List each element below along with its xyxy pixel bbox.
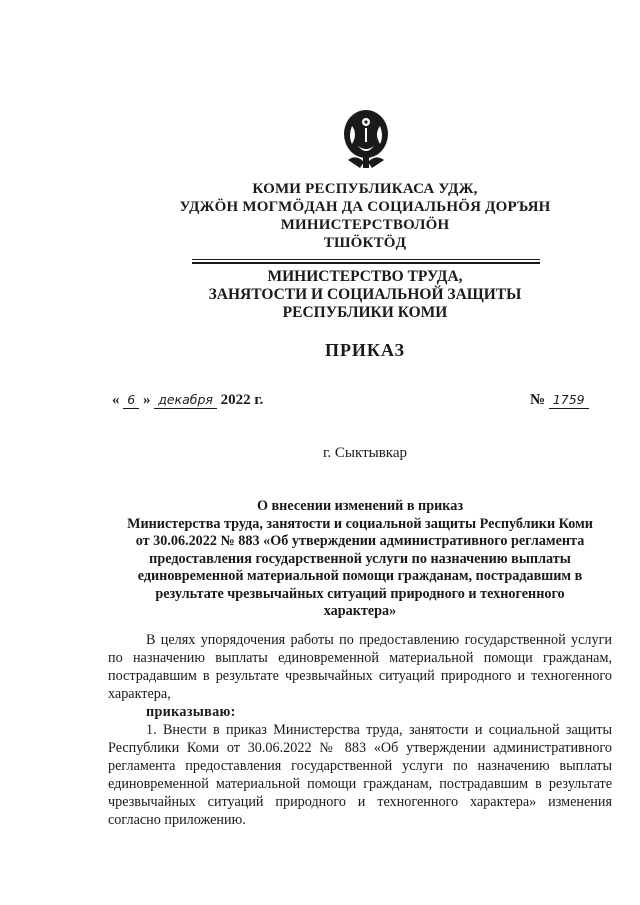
document-type: ПРИКАЗ	[324, 340, 406, 360]
preamble-paragraph: В целях упорядочения работы по предоставлению государственной услуги по назначению выплаты единовременной материальной помощи гражданам, пострадавшим в результате чрезвычайных ситуаций природного и техногенного характера,	[108, 632, 612, 702]
header-komi-line: МИНИСТЕРСТВОЛӦН	[280, 217, 450, 233]
order-number	[530, 392, 589, 409]
title-line: О внесении изменений в приказ	[256, 498, 464, 514]
date-close-quote: »	[142, 392, 151, 408]
title-line: Министерства труда, занятости и социальной защиты Республики Коми	[127, 515, 593, 532]
title-line: предоставления государственной услуги по назначению выплаты	[149, 550, 571, 567]
title-line: единовременной материальной помощи гражданам, пострадавшим в	[137, 568, 583, 584]
title-line: характера»	[323, 603, 397, 619]
order-date	[112, 392, 263, 409]
date-month-handwritten: декабря	[154, 393, 217, 409]
date-open-quote: «	[112, 392, 120, 408]
document-body	[108, 631, 612, 829]
header-komi	[150, 180, 580, 252]
header-russian	[150, 268, 580, 322]
date-day-handwritten: 6	[123, 393, 139, 409]
header-komi-line: ТШӦКТӦД	[323, 235, 407, 251]
header-russian-line: МИНИСТЕРСТВО ТРУДА,	[267, 268, 463, 285]
document-title	[108, 498, 612, 621]
header-russian-line: ЗАНЯТОСТИ И СОЦИАЛЬНОЙ ЗАЩИТЫ	[208, 286, 522, 303]
number-prefix: №	[530, 392, 546, 408]
number-value-handwritten: 1759	[549, 393, 589, 409]
city-name: г. Сыктывкар	[322, 445, 408, 461]
title-line: результате чрезвычайных ситуаций природного и техногенного	[155, 585, 565, 602]
header-divider-thick	[192, 262, 540, 264]
decree-word: приказываю:	[146, 704, 236, 720]
header-komi-line: КОМИ РЕСПУБЛИКАСА УДЖ,	[252, 181, 478, 197]
header-komi-line: УДЖӦН МОГМӦДАН ДА СОЦИАЛЬНӦЯ ДОРЪЯН	[179, 199, 551, 215]
item-1-paragraph: 1. Внести в приказ Министерства труда, занятости и социальной защиты Республики Коми от 30.06.2022 № 883 «Об утверждении административного регламента предоставления государственной услуги по назначению выплаты единовременной материальной помощи гражданам, пострадавшим в результате чрезвычайных ситуаций природного и техногенного характера» изменения согласно приложению.	[108, 722, 612, 828]
header-divider-thin	[192, 259, 540, 260]
title-line: от 30.06.2022 № 883 «Об утверждении административного регламента	[135, 533, 585, 549]
header-russian-line: РЕСПУБЛИКИ КОМИ	[282, 304, 448, 321]
date-year: 2022 г.	[220, 392, 264, 408]
coat-of-arms-emblem	[338, 104, 394, 170]
